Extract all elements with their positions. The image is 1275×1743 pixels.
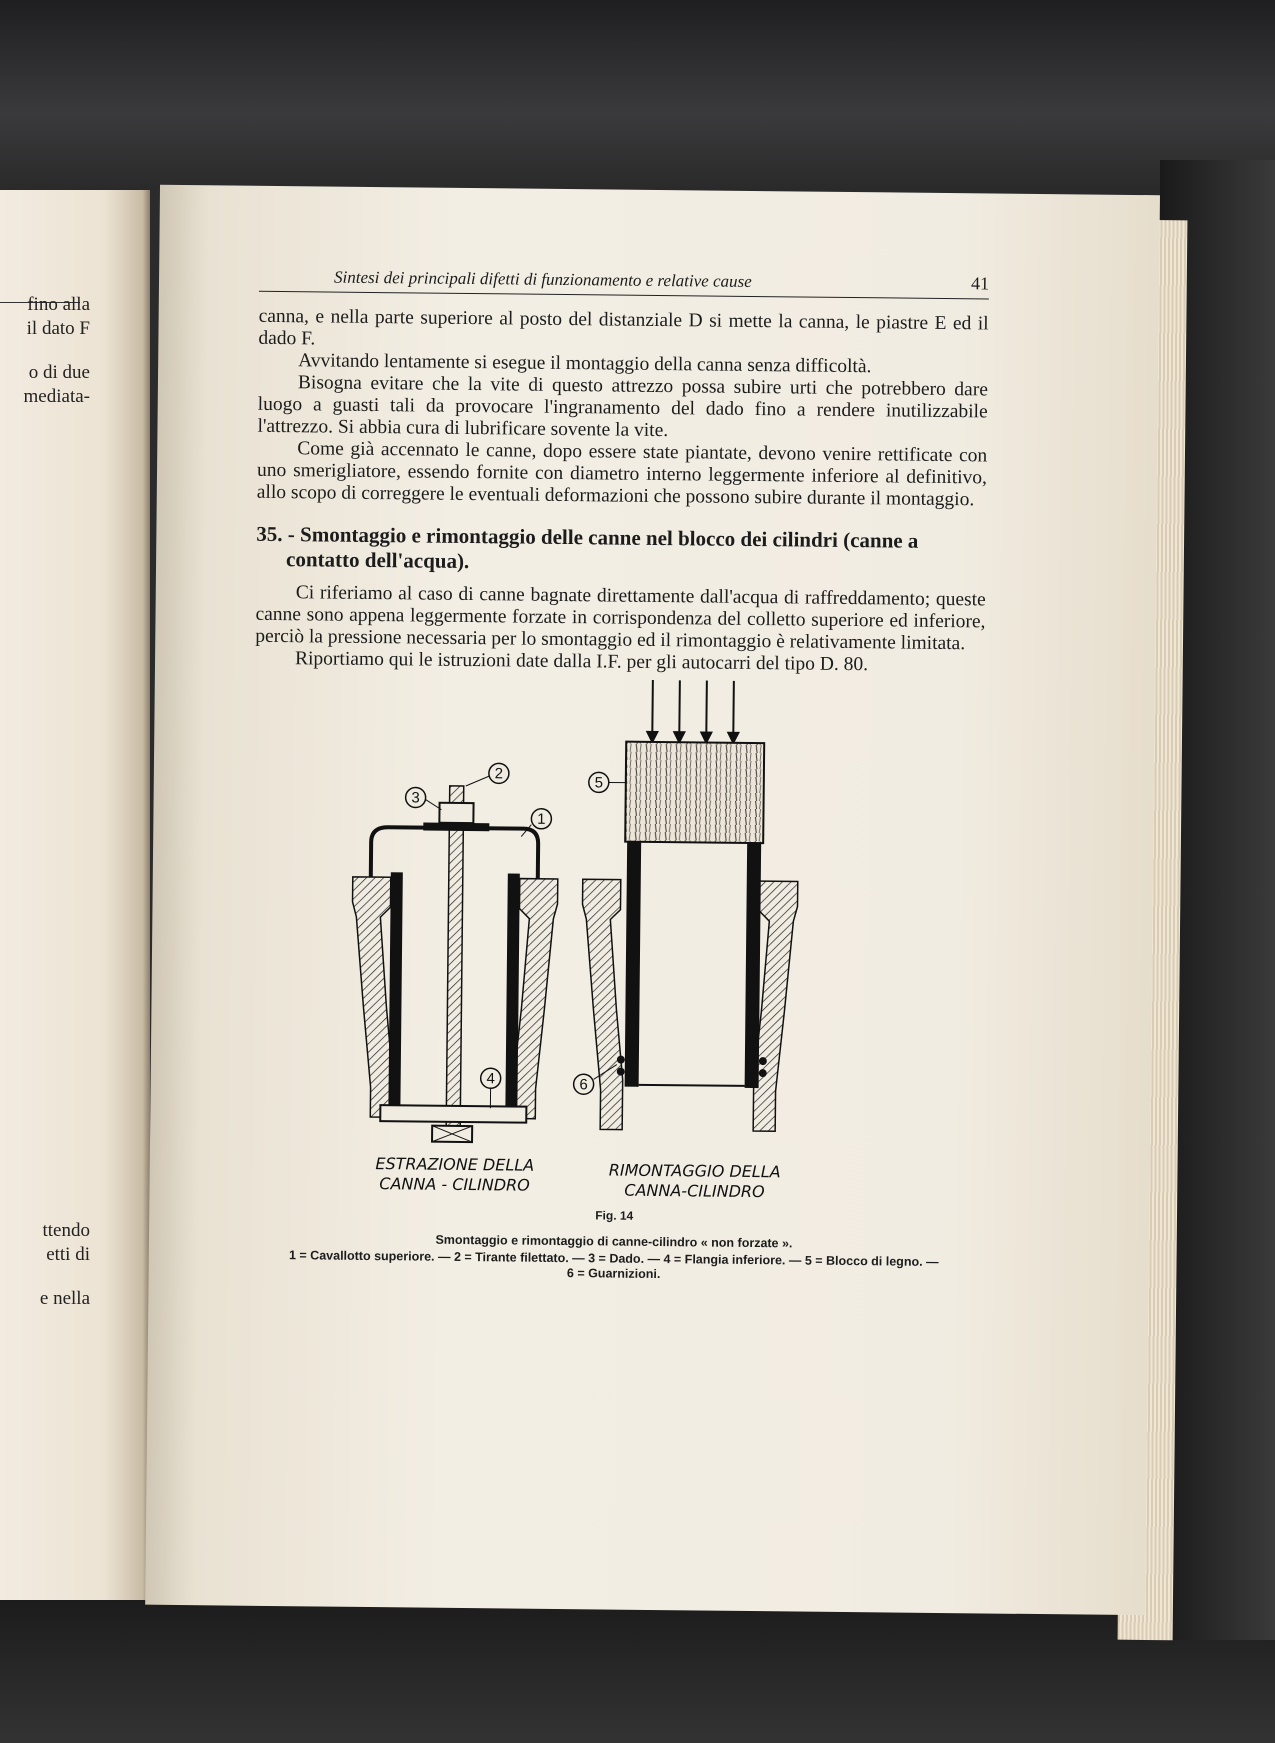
caption-right-1: RIMONTAGGIO DELLA xyxy=(608,1160,781,1182)
figure-title: Smontaggio e rimontaggio di canne-cilindro « non forzate ». xyxy=(435,1232,793,1251)
drawing-captions xyxy=(375,1154,781,1201)
left-page-line: ttendo xyxy=(42,1220,90,1241)
caption-left-1: ESTRAZIONE DELLA xyxy=(375,1154,535,1175)
paragraph-3: Bisogna evitare che la vite di questo attrezzo possa subire urti che potrebbero dare luogo a guasti tali da provocare l'ingranamento del dado fino a rendere inutilizzabile l'attrezzo. Si abbia cura di lubrificare sovente la vite. xyxy=(257,372,989,442)
left-page-line: mediata- xyxy=(23,386,90,407)
left-page xyxy=(0,190,150,1600)
paragraph-1: canna, e nella parte superiore al posto del distanziale D si mette la canna, le piastre E ed il dado F. xyxy=(258,305,989,350)
callout-1: 1 xyxy=(537,810,546,828)
background-bottom xyxy=(0,1600,1275,1743)
callout-4: 4 xyxy=(486,1070,495,1088)
callout-2: 2 xyxy=(494,765,504,783)
section-heading: 35. - Smontaggio e rimontaggio delle canne nel blocco dei cilindri (canne a contatto dell'acqua). xyxy=(256,521,919,574)
figure-drawing xyxy=(249,676,984,1204)
callout-5: 5 xyxy=(594,774,604,792)
paragraph-5: Ci riferiamo al caso di canne bagnate direttamente dall'acqua di raffreddamento; queste canne sono appena leggermente forzate in corrispondenza del colletto superiore ed inferiore, perciò la pressione necessaria per lo smontaggio ed il rimontaggio è relativamente limitata. xyxy=(255,582,986,655)
left-page-line: il dato F xyxy=(26,318,90,339)
caption-right-2: CANNA-CILINDRO xyxy=(624,1180,765,1202)
page-content xyxy=(249,266,990,1282)
refitting-drawing xyxy=(580,679,800,1131)
page-number: 41 xyxy=(970,273,990,294)
left-page-line: fino alla xyxy=(27,294,90,315)
paragraph-4: Come già accennato le canne, dopo essere state piantate, devono venire rettificate con uno smerigliatore, essendo fornite con diametro interno leggermente inferiore al definitivo, allo scopo di correggere le eventuali deformazioni che possono subire durante il montaggio. xyxy=(256,438,988,511)
right-page xyxy=(145,185,1160,1615)
figure-legend: 1 = Cavallotto superiore. — 2 = Tirante filettato. — 3 = Dado. — 4 = Flangia inferiore. — 5 = Blocco di legno. — 6 = Guarnizioni. xyxy=(288,1248,939,1282)
background-top xyxy=(0,0,1275,190)
left-page-line: o di due xyxy=(28,362,90,383)
figure-label: Fig. 14 xyxy=(595,1208,634,1223)
figure-14 xyxy=(249,676,985,1282)
left-page-line: etti di xyxy=(46,1244,90,1265)
callout-3: 3 xyxy=(411,789,420,807)
caption-left-2: CANNA - CILINDRO xyxy=(379,1174,530,1195)
running-head-title: Sintesi dei principali difetti di funzionamento e relative cause xyxy=(333,267,752,291)
extraction-drawing xyxy=(350,785,559,1143)
paragraph-2: Avvitando lentamente si esegue il montaggio della canna senza difficoltà. xyxy=(298,350,872,378)
callout-6: 6 xyxy=(579,1076,588,1094)
paragraph-6: Riportiamo qui le istruzioni date dalla I.F. per gli autocarri del tipo D. 80. xyxy=(294,648,869,676)
left-page-line: e nella xyxy=(39,1288,90,1309)
